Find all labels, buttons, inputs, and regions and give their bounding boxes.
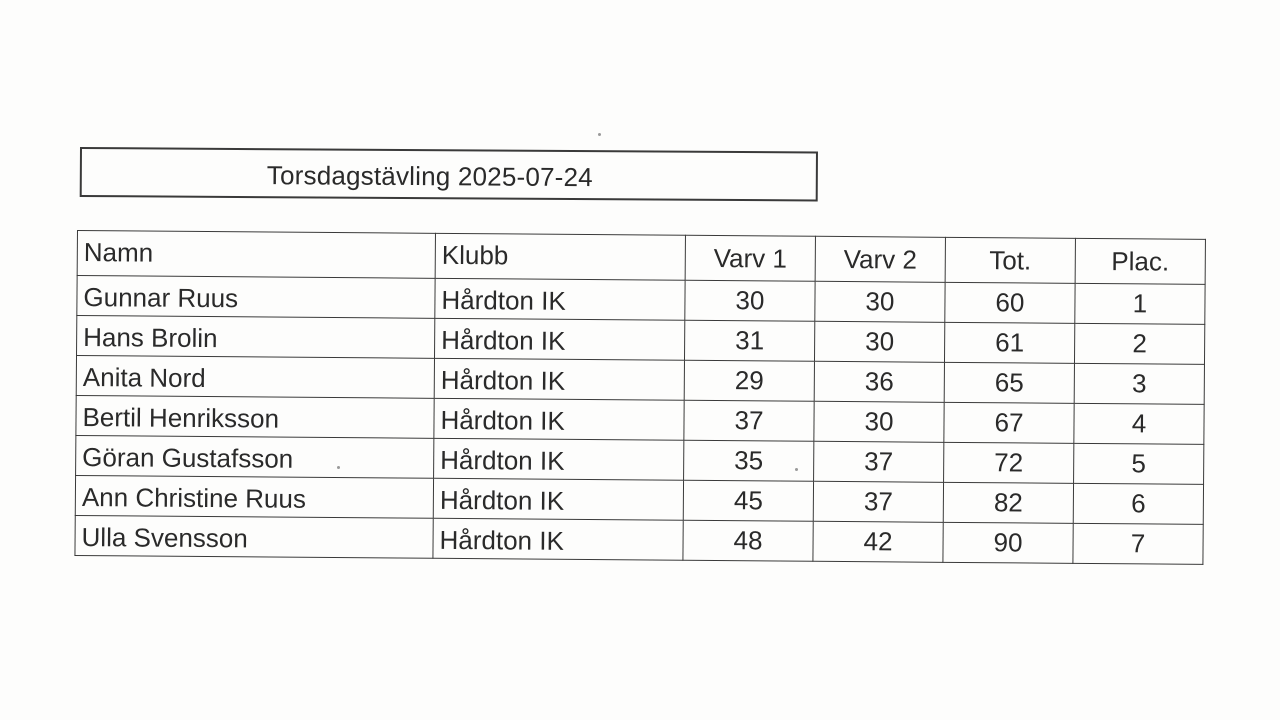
cell-round-1: 45 xyxy=(683,480,813,521)
cell-name: Hans Brolin xyxy=(77,316,435,359)
cell-club: Hårdton IK xyxy=(433,518,683,560)
cell-round-1: 48 xyxy=(683,520,813,561)
cell-round-1: 37 xyxy=(684,400,814,441)
cell-placement: 4 xyxy=(1074,403,1204,444)
cell-placement: 5 xyxy=(1074,443,1204,484)
scan-speck xyxy=(598,133,601,136)
cell-placement: 6 xyxy=(1073,483,1203,524)
table-row xyxy=(75,515,1203,564)
header-round-1: Varv 1 xyxy=(685,235,815,281)
header-club: Klubb xyxy=(435,233,685,280)
header-round-2: Varv 2 xyxy=(815,236,945,282)
cell-round-2: 37 xyxy=(814,441,944,482)
cell-name: Ulla Svensson xyxy=(75,515,433,558)
cell-round-2: 37 xyxy=(813,481,943,522)
cell-club: Hårdton IK xyxy=(435,278,685,320)
cell-round-1: 31 xyxy=(684,320,814,361)
cell-round-1: 35 xyxy=(684,440,814,481)
cell-club: Hårdton IK xyxy=(434,398,684,440)
results-table xyxy=(74,230,1206,565)
cell-name: Anita Nord xyxy=(76,356,434,399)
cell-round-2: 30 xyxy=(815,281,945,322)
cell-total: 60 xyxy=(945,282,1075,323)
cell-round-1: 30 xyxy=(685,280,815,321)
cell-placement: 2 xyxy=(1074,323,1204,364)
cell-name: Bertil Henriksson xyxy=(76,395,434,438)
cell-round-2: 30 xyxy=(814,321,944,362)
cell-round-2: 42 xyxy=(813,521,943,562)
cell-total: 65 xyxy=(944,362,1074,403)
cell-round-2: 30 xyxy=(814,401,944,442)
cell-total: 61 xyxy=(944,322,1074,363)
cell-placement: 1 xyxy=(1075,283,1205,324)
title-box xyxy=(80,147,818,202)
cell-name: Ann Christine Ruus xyxy=(75,475,433,518)
cell-total: 72 xyxy=(944,442,1074,483)
cell-club: Hårdton IK xyxy=(433,478,683,520)
cell-name: Gunnar Ruus xyxy=(77,276,435,319)
cell-club: Hårdton IK xyxy=(435,318,685,360)
cell-round-2: 36 xyxy=(814,361,944,402)
scan-speck xyxy=(337,466,340,469)
cell-club: Hårdton IK xyxy=(434,438,684,480)
header-total: Tot. xyxy=(945,237,1075,283)
cell-round-1: 29 xyxy=(684,360,814,401)
cell-total: 67 xyxy=(944,402,1074,443)
scan-speck xyxy=(795,468,798,471)
cell-total: 90 xyxy=(943,522,1073,563)
cell-name: Göran Gustafsson xyxy=(76,435,434,478)
cell-placement: 3 xyxy=(1074,363,1204,404)
cell-club: Hårdton IK xyxy=(434,358,684,400)
cell-total: 82 xyxy=(943,482,1073,523)
cell-placement: 7 xyxy=(1073,523,1203,564)
page-title: Torsdagstävling 2025-07-24 xyxy=(266,160,593,193)
header-name: Namn xyxy=(77,231,435,279)
header-placement: Plac. xyxy=(1075,238,1205,284)
